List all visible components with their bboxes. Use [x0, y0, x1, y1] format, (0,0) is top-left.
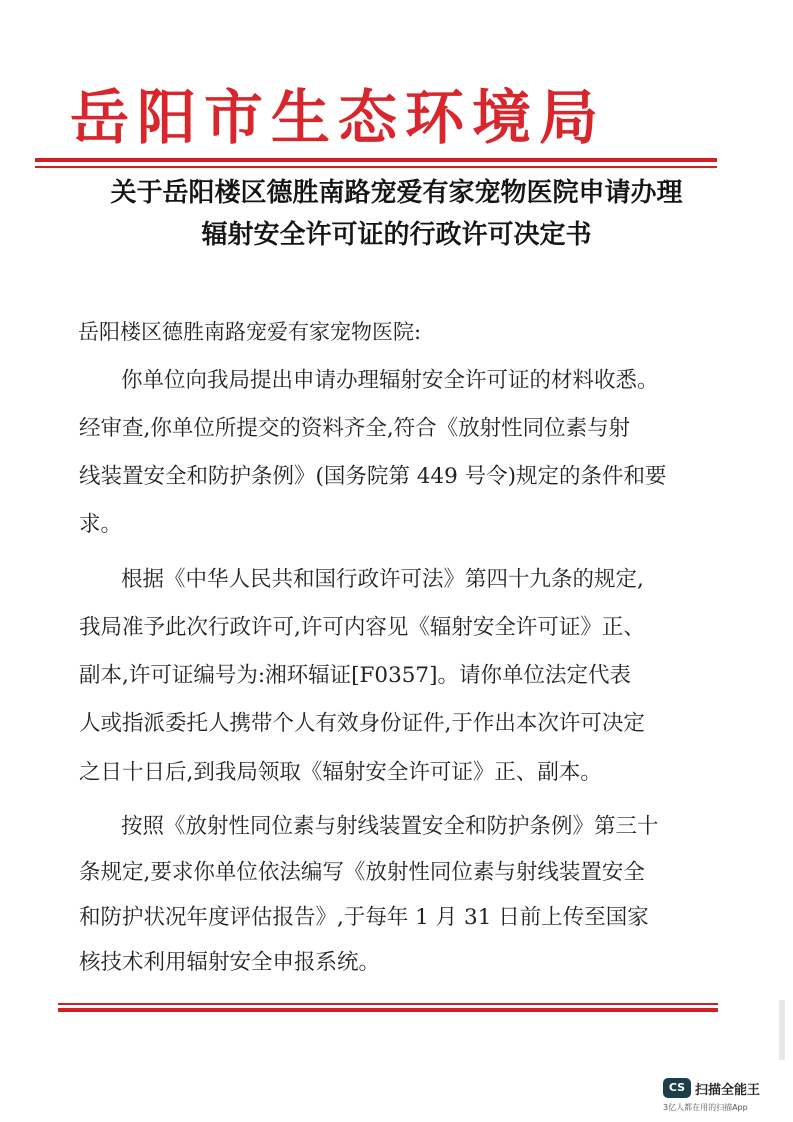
paragraph-2-line-3: 副本,许可证编号为:湘环辐证[F0357]。请你单位法定代表 — [79, 663, 631, 688]
footer-double-rule-thick — [58, 1008, 718, 1012]
paragraph-3-line-1: 按照《放射性同位素与射线装置安全和防护条例》第三十 — [121, 814, 659, 839]
document-title-line-2: 辐射安全许可证的行政许可决定书 — [201, 220, 592, 250]
paragraph-2-line-5: 之日十日后,到我局领取《辐射安全许可证》正、副本。 — [79, 760, 602, 785]
salutation: 岳阳楼区德胜南路宠爱有家宠物医院: — [78, 320, 422, 344]
cs-logo-icon: CS — [663, 1078, 691, 1098]
paragraph-1-line-1: 你单位向我局提出申请办理辐射安全许可证的材料收悉。 — [121, 368, 659, 393]
letterhead-double-rule-thin — [35, 166, 717, 168]
paragraph-3-line-4: 核技术利用辐射安全申报系统。 — [79, 950, 381, 975]
scanner-tagline: 3亿人都在用的扫描App — [663, 1103, 748, 1112]
paragraph-1-line-2: 经审查,你单位所提交的资料齐全,符合《放射性同位素与射 — [79, 416, 631, 441]
letterhead-double-rule-thick — [35, 158, 717, 162]
paragraph-3-line-2: 条规定,要求你单位依法编写《放射性同位素与射线装置安全 — [79, 860, 645, 885]
paragraph-2-line-4: 人或指派委托人携带个人有效身份证件,于作出本次许可决定 — [79, 711, 645, 736]
paragraph-3-line-3: 和防护状况年度评估报告》,于每年 1 月 31 日前上传至国家 — [79, 905, 649, 930]
paragraph-2-line-1: 根据《中华人民共和国行政许可法》第四十九条的规定, — [121, 567, 644, 592]
scanner-watermark — [663, 1078, 775, 1112]
scanner-app-name: 扫描全能王 — [695, 1083, 761, 1098]
document-title-line-1: 关于岳阳楼区德胜南路宠爱有家宠物医院申请办理 — [110, 178, 683, 208]
paragraph-2-line-2: 我局准予此次行政许可,许可内容见《辐射安全许可证》正、 — [79, 615, 645, 640]
scan-edge-shadow — [779, 1000, 785, 1060]
letterhead-org-name: 岳阳市生态环境局 — [70, 83, 607, 152]
paragraph-1-line-3: 线装置安全和防护条例》(国务院第 449 号令)规定的条件和要 — [79, 464, 667, 489]
paragraph-1-line-4: 求。 — [79, 512, 123, 537]
footer-double-rule-thin — [58, 1003, 718, 1005]
